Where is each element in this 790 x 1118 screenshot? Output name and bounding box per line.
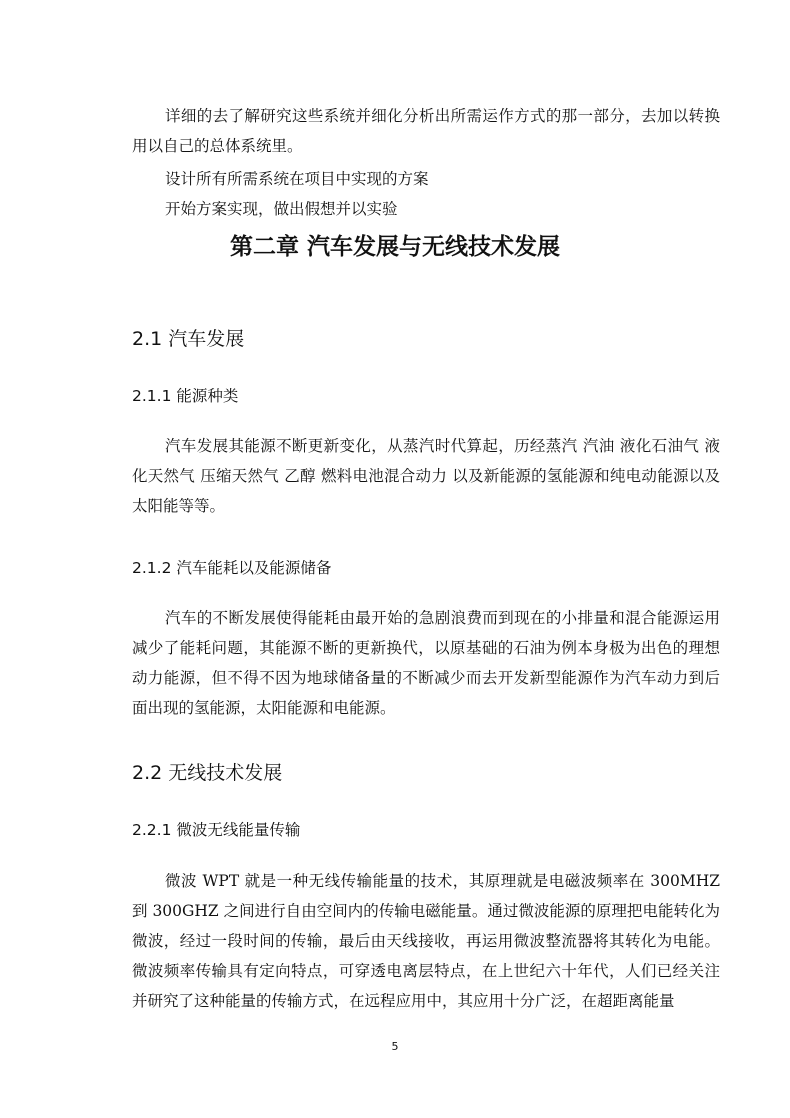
section-2-1-1-text: 汽车发展其能源不断更新变化，从蒸汽时代算起，历经蒸汽 汽油 液化石油气 液化天然气 压缩天然气 乙醇 燃料电池混合动力 以及新能源的氢能源和纯电动能源以及太阳能等等。 [132, 437, 720, 515]
chapter-title: 第二章 汽车发展与无线技术发展 [229, 234, 560, 260]
section-2-1-1-title: 2.1.1 能源种类 [132, 387, 239, 405]
section-2-2-1-text: 微波 WPT 就是一种无线传输能量的技术，其原理就是电磁波频率在 300MHZ 到 300GHZ 之间进行自由空间内的传输电磁能量。通过微波能源的原理把电能转化为微波，经过一段时间的传输，最后由天线接收，再运用微波整流器将其转化为电能。微波频率传输具有定向特点，可穿透电离层特点，在上世纪六十年代，人们已经关注并研究了这种能量的传输方式，在远程应用中，其应用十分广泛，在超距离能量 [132, 872, 720, 1010]
intro-line-design: 设计所有所需系统在项目中实现的方案 [165, 170, 429, 188]
page-number: 5 [391, 1040, 399, 1053]
section-2-1-2-text: 汽车的不断发展使得能耗由最开始的急剧浪费而到现在的小排量和混合能源运用减少了能耗问题，其能源不断的更新换代，以原基础的石油为例本身极为出色的理想动力能源，但不得不因为地球储备量的不断减少而去开发新型能源作为汽车动力到后面出现的氢能源，太阳能源和电能源。 [132, 609, 720, 717]
section-2-2-title: 2.2 无线技术发展 [132, 762, 283, 784]
section-2-1-2-title: 2.1.2 汽车能耗以及能源储备 [132, 559, 332, 577]
intro-paragraph: 详细的去了解研究这些系统并细化分析出所需运作方式的那一部分，去加以转换用以自己的总体系统里。 [132, 107, 720, 155]
intro-line-implement: 开始方案实现，做出假想并以实验 [165, 200, 398, 218]
section-2-2-1-title: 2.2.1 微波无线能量传输 [132, 821, 301, 839]
section-2-1-title: 2.1 汽车发展 [132, 328, 245, 350]
